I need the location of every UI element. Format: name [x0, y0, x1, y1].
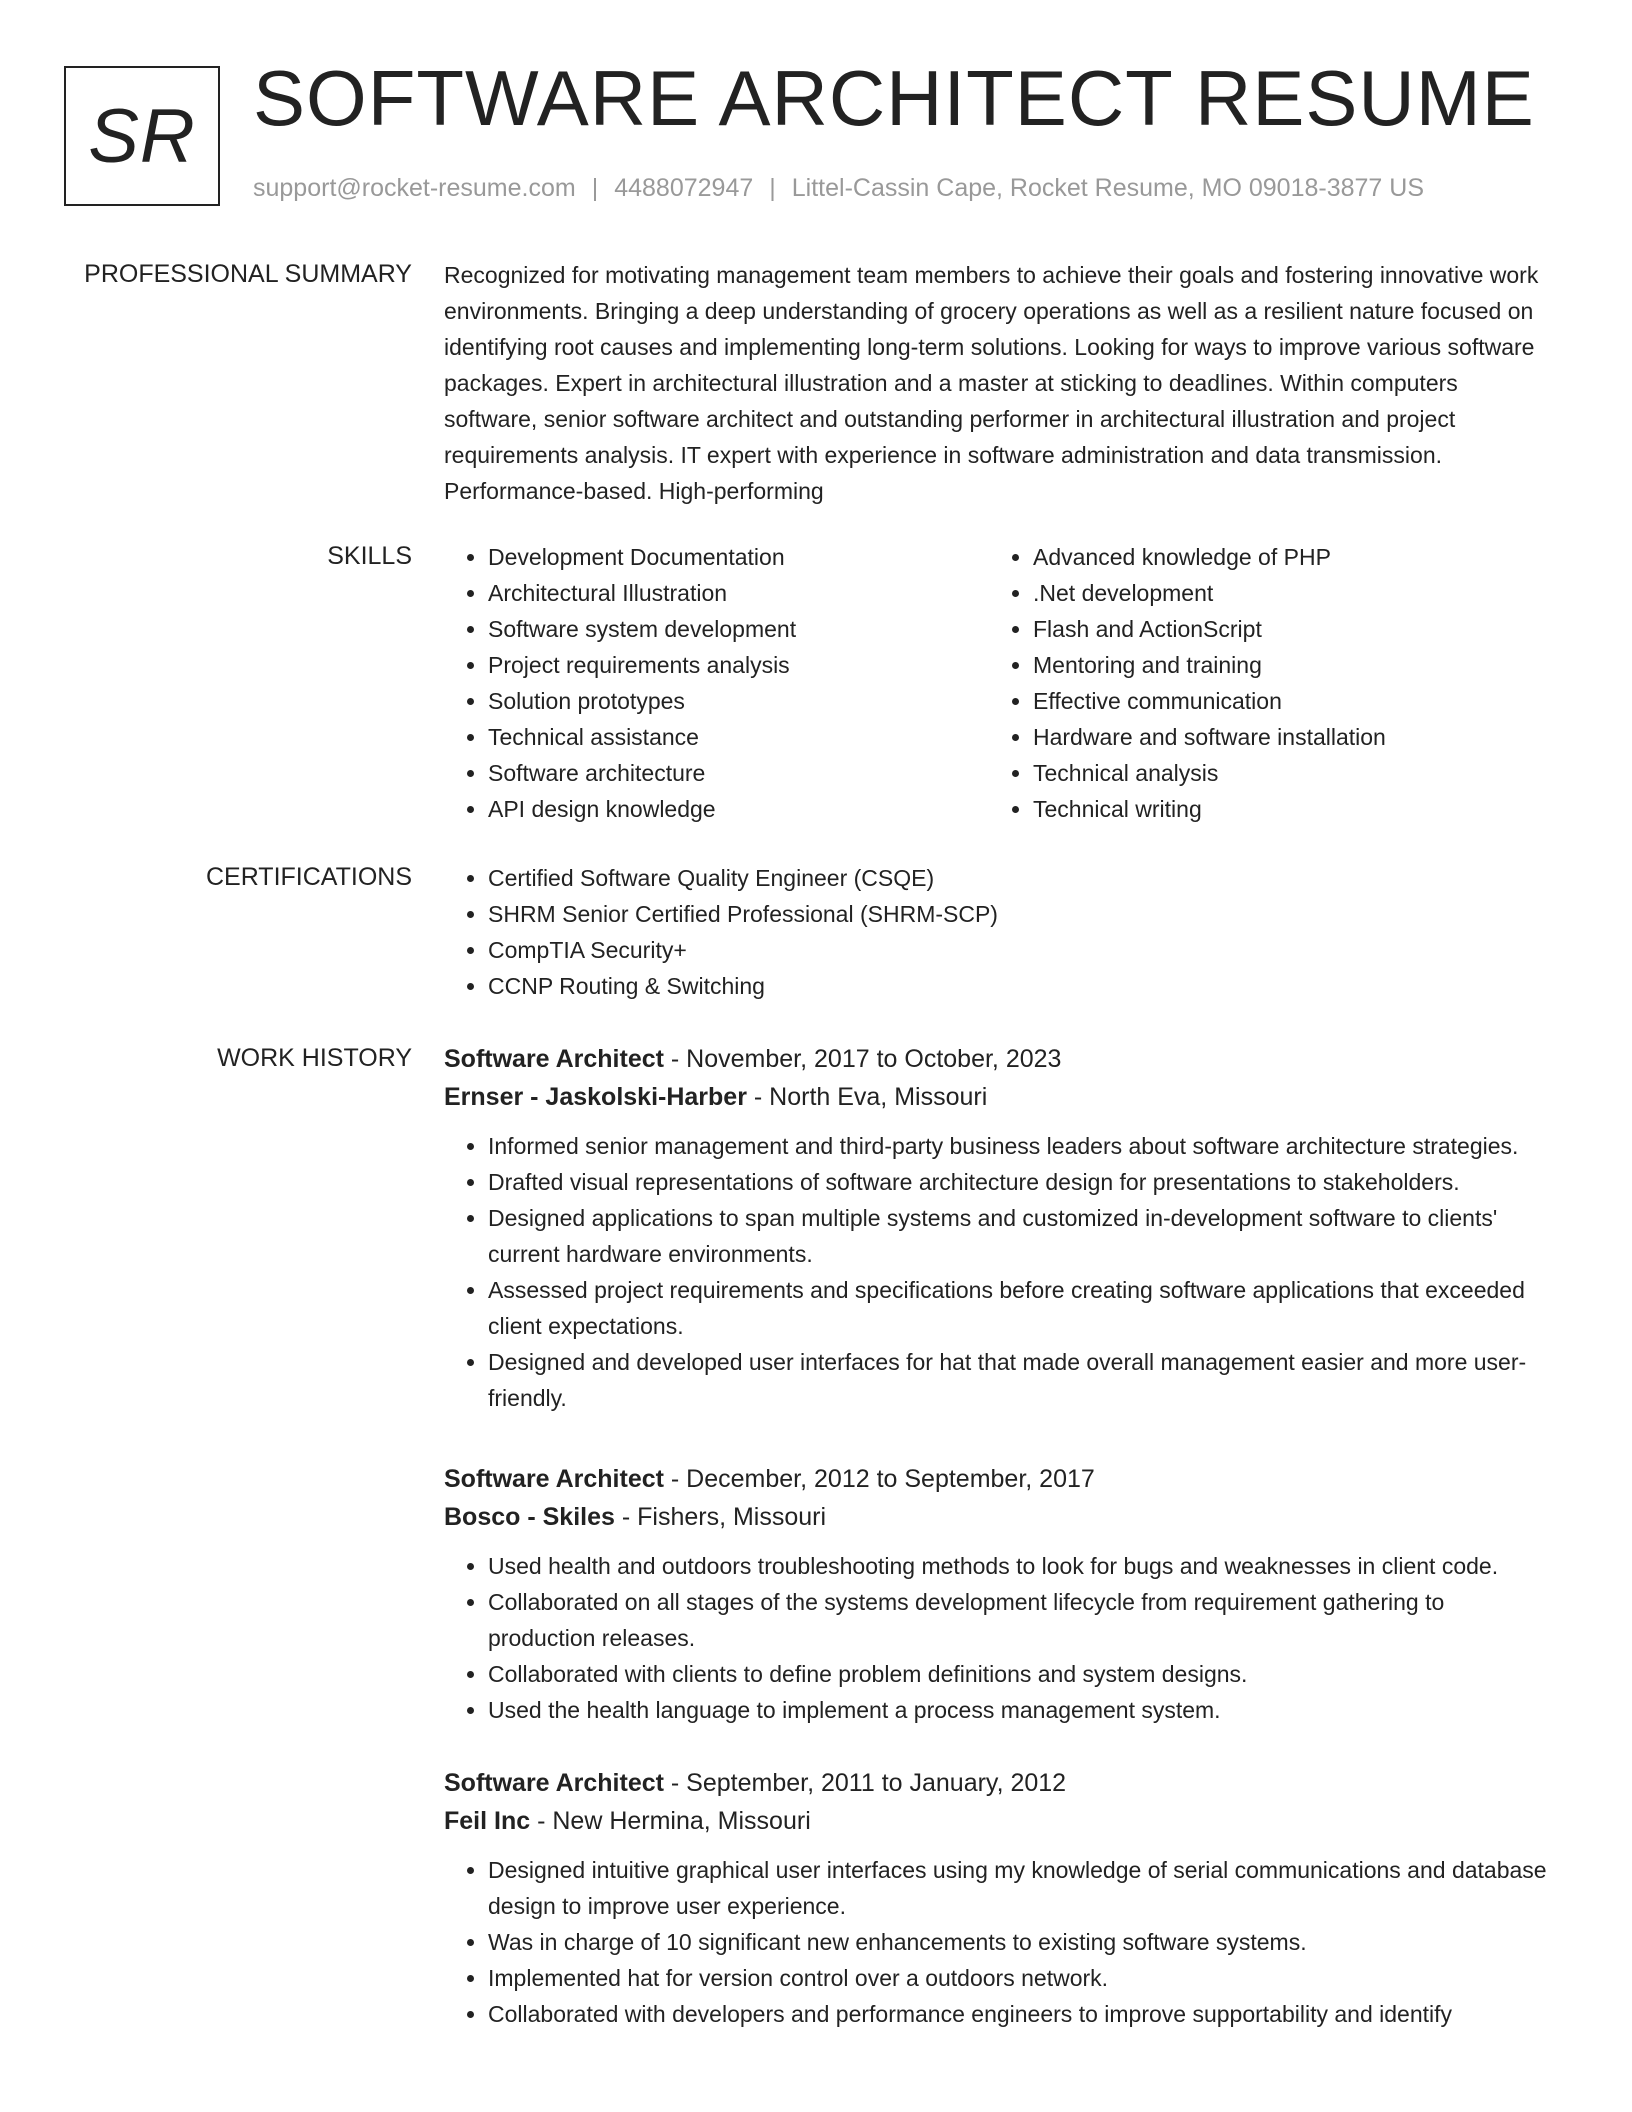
- work-body: [444, 1040, 1556, 2032]
- skill-item: • Technical assistance: [488, 719, 989, 755]
- job-bullet: • Drafted visual representations of software architecture design for presentations to stakeholders.: [488, 1164, 1556, 1200]
- skill-item: • Project requirements analysis: [488, 647, 989, 683]
- skill-item: • Software system development: [488, 611, 989, 647]
- job-company-line: [444, 1802, 1556, 1840]
- certification-item: • Certified Software Quality Engineer (CSQE): [488, 860, 1556, 896]
- skill-item: • .Net development: [1033, 575, 1534, 611]
- job-bullet: • Implemented hat for version control over a outdoors network.: [488, 1960, 1556, 1996]
- skill-item: • Solution prototypes: [488, 683, 989, 719]
- contact-email[interactable]: support@rocket-resume.com: [253, 174, 576, 202]
- job-bullet: • Collaborated on all stages of the systems development lifecycle from requirement gathering to production releases.: [488, 1584, 1556, 1656]
- job-entry: [444, 1764, 1556, 2032]
- job-location: - New Hermina, Missouri: [530, 1807, 811, 1835]
- job-bullet: • Designed and developed user interfaces for hat that made overall management easier and more user-friendly.: [488, 1344, 1556, 1416]
- job-company-line: [444, 1498, 1556, 1536]
- job-dates: - December, 2012 to September, 2017: [663, 1465, 1095, 1493]
- summary-body: [444, 257, 1556, 509]
- job-title-line: [444, 1764, 1556, 1802]
- certification-item: • SHRM Senior Certified Professional (SHRM-SCP): [488, 896, 1556, 932]
- summary-heading: PROFESSIONAL SUMMARY: [84, 260, 412, 288]
- job-title-line: [444, 1460, 1556, 1498]
- certifications-heading: CERTIFICATIONS: [205, 863, 412, 891]
- job-bullet: • Designed intuitive graphical user interfaces using my knowledge of serial communications and database design to improve user experience.: [488, 1852, 1556, 1924]
- skills-body: [444, 539, 1556, 827]
- skills-list-right: [989, 539, 1534, 827]
- job-bullet: • Collaborated with developers and performance engineers to improve supportability and identify: [488, 1996, 1556, 2032]
- job-bullet: • Informed senior management and third-party business leaders about software architecture strategies.: [488, 1128, 1556, 1164]
- job-bullet: • Used the health language to implement a process management system.: [488, 1692, 1556, 1728]
- skill-item: • API design knowledge: [488, 791, 989, 827]
- skill-item: • Effective communication: [1033, 683, 1534, 719]
- job-dates: - September, 2011 to January, 2012: [663, 1769, 1067, 1797]
- job-entry: [444, 1460, 1556, 1728]
- job-company: Feil Inc: [444, 1807, 531, 1835]
- job-bullets: [444, 1548, 1556, 1728]
- work-heading: WORK HISTORY: [217, 1044, 412, 1072]
- skill-item: • Advanced knowledge of PHP: [1033, 539, 1534, 575]
- job-location: - Fishers, Missouri: [614, 1503, 827, 1531]
- contact-address: Littel-Cassin Cape, Rocket Resume, MO 09018-3877 US: [791, 174, 1425, 202]
- skill-item: • Software architecture: [488, 755, 989, 791]
- job-bullet: • Assessed project requirements and specifications before creating software applications that exceeded client expectations.: [488, 1272, 1556, 1344]
- job-title-line: [444, 1040, 1556, 1078]
- skill-item: • Hardware and software installation: [1033, 719, 1534, 755]
- skill-item: • Flash and ActionScript: [1033, 611, 1534, 647]
- skill-item: • Development Documentation: [488, 539, 989, 575]
- job-bullet: • Designed applications to span multiple systems and customized in-development software to clients' current hardware environments.: [488, 1200, 1556, 1272]
- certifications-list: [444, 860, 1556, 1004]
- skill-item: • Technical writing: [1033, 791, 1534, 827]
- skill-item: • Mentoring and training: [1033, 647, 1534, 683]
- job-bullet: • Was in charge of 10 significant new enhancements to existing software systems.: [488, 1924, 1556, 1960]
- job-entry: [444, 1040, 1556, 1416]
- job-role: Software Architect: [444, 1769, 664, 1797]
- certification-item: • CompTIA Security+: [488, 932, 1556, 968]
- certifications-body: [444, 860, 1556, 1004]
- job-bullet: • Collaborated with clients to define problem definitions and system designs.: [488, 1656, 1556, 1692]
- skills-list-left: [444, 539, 989, 827]
- job-role: Software Architect: [444, 1465, 664, 1493]
- contact-separator: |: [769, 174, 776, 202]
- job-dates: - November, 2017 to October, 2023: [663, 1045, 1062, 1073]
- job-bullets: [444, 1852, 1556, 2032]
- resume-title: SOFTWARE ARCHITECT RESUME: [253, 54, 1535, 142]
- summary-text: Recognized for motivating management team members to achieve their goals and fostering innovative work environments. Bringing a deep understanding of grocery operations as well as a resilient nature focused on identifying root causes and implementing long-term solutions. Looking for ways to improve various software packages. Expert in architectural illustration and a master at sticking to deadlines. Within computers software, senior software architect and outstanding performer in architectural illustration and project requirements analysis. IT expert with experience in software administration and data transmission. Performance-based. High-performing: [444, 262, 1539, 504]
- skills-heading: SKILLS: [327, 542, 412, 570]
- contact-separator: |: [591, 174, 599, 202]
- skill-item: • Technical analysis: [1033, 755, 1534, 791]
- job-company-line: [444, 1078, 1556, 1116]
- certification-item: • CCNP Routing & Switching: [488, 968, 1556, 1004]
- job-location: - North Eva, Missouri: [746, 1083, 988, 1111]
- job-company: Ernser - Jaskolski-Harber: [444, 1083, 747, 1111]
- contact-phone[interactable]: 4488072947: [614, 174, 754, 202]
- job-company: Bosco - Skiles: [444, 1503, 615, 1531]
- initials-monogram: SR: [64, 66, 220, 206]
- job-role: Software Architect: [444, 1045, 664, 1073]
- skill-item: • Architectural Illustration: [488, 575, 989, 611]
- contact-line: [253, 174, 1424, 203]
- job-bullets: [444, 1128, 1556, 1416]
- job-bullet: • Used health and outdoors troubleshooting methods to look for bugs and weaknesses in client code.: [488, 1548, 1556, 1584]
